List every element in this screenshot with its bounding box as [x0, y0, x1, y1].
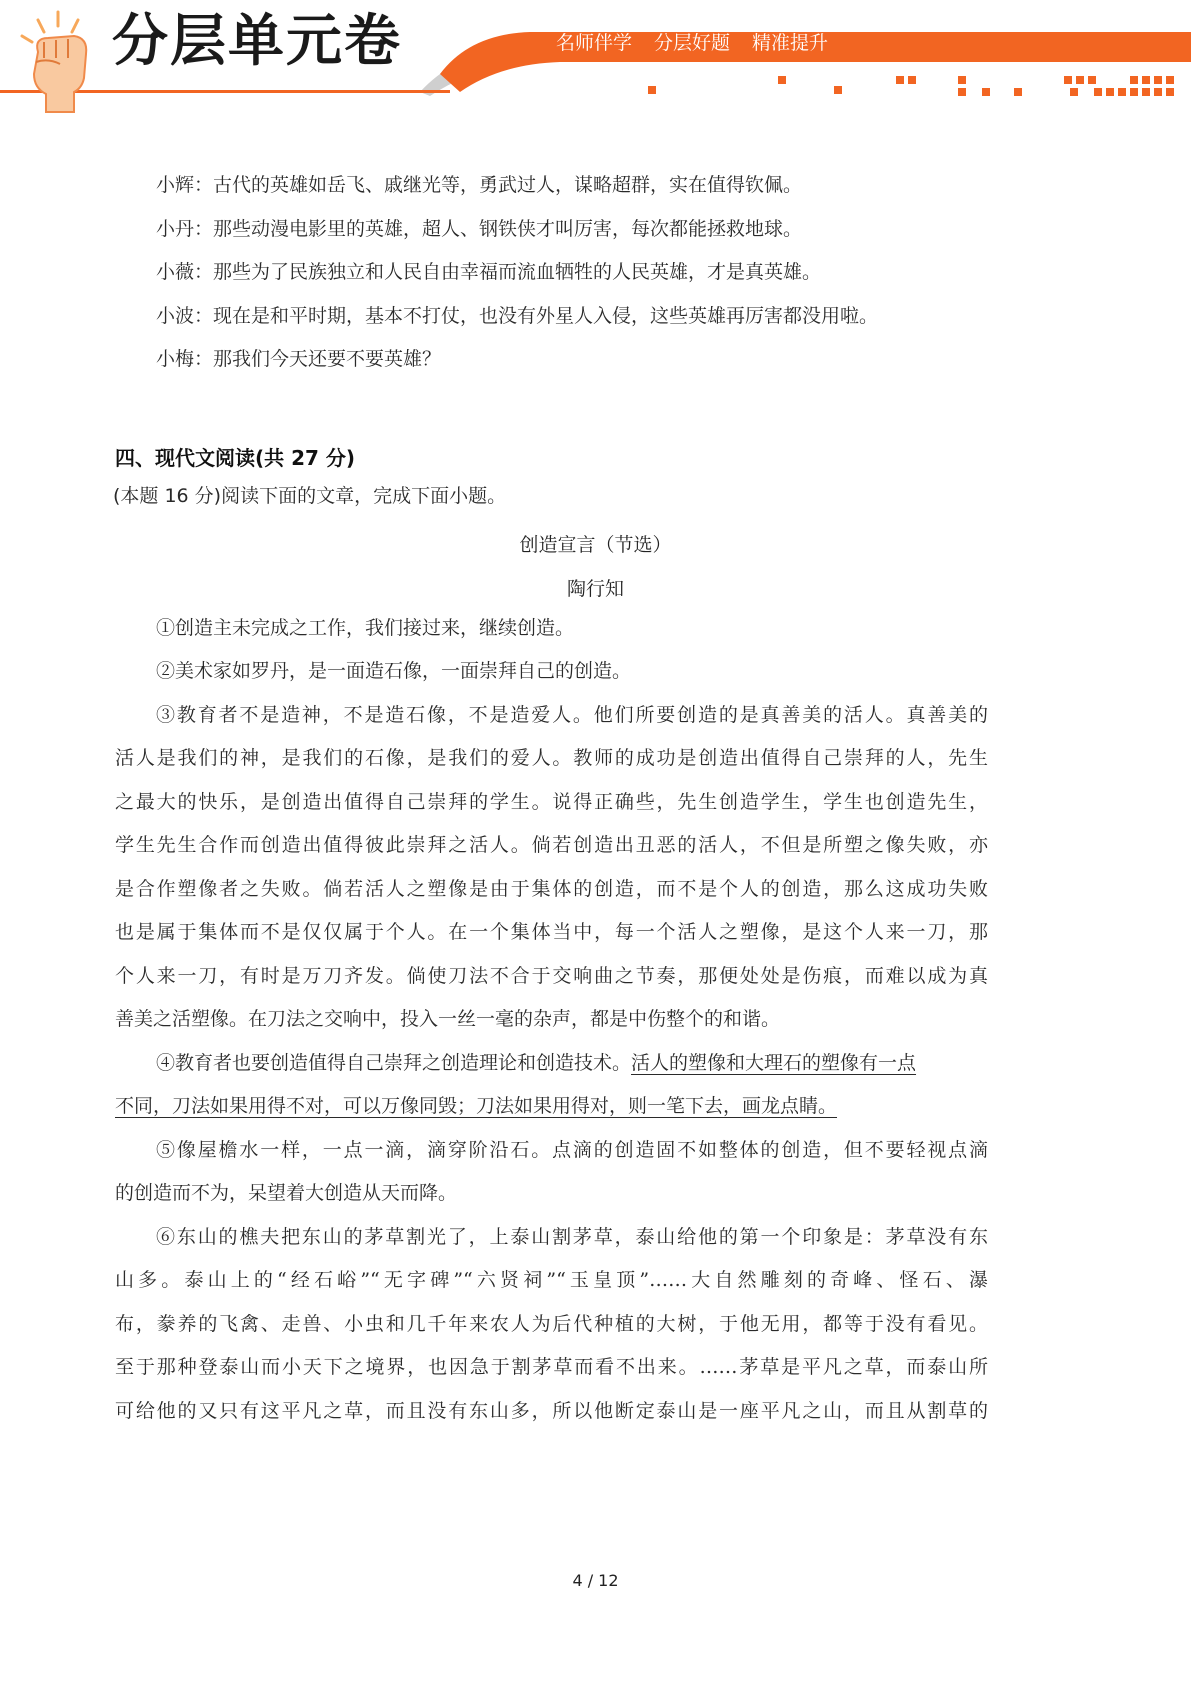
fist-logo-icon: [8, 8, 108, 116]
slogan-3: 精准提升: [752, 32, 829, 54]
paragraph-3-line: 活人是我们的神，是我们的石像，是我们的爱人。教师的成功是创造出值得自己崇拜的人，先生: [115, 747, 988, 769]
paragraph-3-line: ③教育者不是造神，不是造石像，不是造爱人。他们所要创造的是真善美的活人。真善美的: [156, 704, 988, 726]
paragraph-6-line: 至于那种登泰山而小天下之境界，也因急于割茅草而看不出来。……茅草是平凡之草，而泰山所: [115, 1356, 988, 1378]
paragraph-5-line: ⑤像屋檐水一样，一点一滴，滴穿阶沿石。点滴的创造固不如整体的创造，但不要轻视点滴: [156, 1139, 988, 1161]
paragraph-2: ②美术家如罗丹，是一面造石像，一面崇拜自己的创造。: [156, 660, 632, 682]
paragraph-3-line: 也是属于集体而不是仅仅属于个人。在一个集体当中，每一个活人之塑像，是这个人来一刀，那: [115, 921, 988, 943]
header-slogans: [556, 34, 850, 53]
paragraph-1: ①创造主未完成之工作，我们接过来，继续创造。: [156, 617, 575, 639]
brand-title: 分层单元卷: [112, 9, 402, 74]
paragraph-4-plain: ④教育者也要创造值得自己崇拜之创造理论和创造技术。: [156, 1052, 632, 1074]
paragraph-4-underlined: 活人的塑像和大理石的塑像有一点: [631, 1052, 917, 1074]
paragraph-4-underlined: 不同，刀法如果用得不对，可以万像同毁；刀法如果用得对，则一笔下去，画龙点睛。: [115, 1095, 838, 1117]
paragraph-3-line: 学生先生合作而创造出值得彼此崇拜之活人。倘若创造出丑恶的活人，不但是所塑之像失败，亦: [115, 834, 988, 856]
paragraph-6-line: 山多。泰山上的“经石峪”“无字碑”“六贤祠”“玉皇顶”……大自然雕刻的奇峰、怪石、瀑: [115, 1269, 988, 1291]
paragraph-6-line: 布，豢养的飞禽、走兽、小虫和几千年来农人为后代种植的大树，于他无用，都等于没有看见。: [115, 1313, 988, 1335]
dialogue-line: 小丹：那些动漫电影里的英雄，超人、钢铁侠才叫厉害，每次都能拯救地球。: [156, 218, 803, 240]
paragraph-6-line: ⑥东山的樵夫把东山的茅草割光了，上泰山割茅草，泰山给他的第一个印象是：茅草没有东: [156, 1226, 988, 1248]
paragraph-4: [156, 1054, 916, 1073]
dialogue-line: 小波：现在是和平时期，基本不打仗，也没有外星人入侵，这些英雄再厉害都没用啦。: [156, 305, 879, 327]
dialogue-line: 小梅：那我们今天还要不要英雄？: [156, 348, 442, 370]
section-heading: 四、现代文阅读(共 27 分): [115, 446, 356, 470]
article-author: 陶行知: [566, 578, 624, 600]
decorative-squares: [648, 76, 1174, 96]
paragraph-3-line: 个人来一刀，有时是万刀齐发。倘使刀法不合于交响曲之节奏，那便处处是伤痕，而难以成为真: [115, 965, 988, 987]
paragraph-5-line: 的创造而不为，呆望着大创造从天而降。: [115, 1182, 458, 1204]
paragraph-3-line: 是合作塑像者之失败。倘若活人之塑像是由于集体的创造，而不是个人的创造，那么这成功失败: [115, 878, 988, 900]
paragraph-3-line: 善美之活塑像。在刀法之交响中，投入一丝一毫的杂声，都是中伤整个的和谐。: [115, 1008, 781, 1030]
dialogue-line: 小辉：古代的英雄如岳飞、戚继光等，勇武过人，谋略超群，实在值得钦佩。: [156, 174, 803, 196]
article-title: 创造宣言（节选）: [519, 534, 672, 556]
page-header: [0, 0, 1191, 120]
slogan-1: 名师伴学: [556, 32, 633, 54]
section-instruction: (本题 16 分)阅读下面的文章，完成下面小题。: [113, 485, 507, 507]
dialogue-line: 小薇：那些为了民族独立和人民自由幸福而流血牺牲的人民英雄，才是真英雄。: [156, 261, 822, 283]
slogan-2: 分层好题: [654, 32, 731, 54]
paragraph-6-line: 可给他的又只有这平凡之草，而且没有东山多，所以他断定泰山是一座平凡之山，而且从割草的: [115, 1400, 988, 1422]
paragraph-3-line: 之最大的快乐，是创造出值得自己崇拜的学生。说得正确些，先生创造学生，学生也创造先生，: [115, 791, 988, 813]
page-number: 4 / 12: [572, 1571, 619, 1590]
